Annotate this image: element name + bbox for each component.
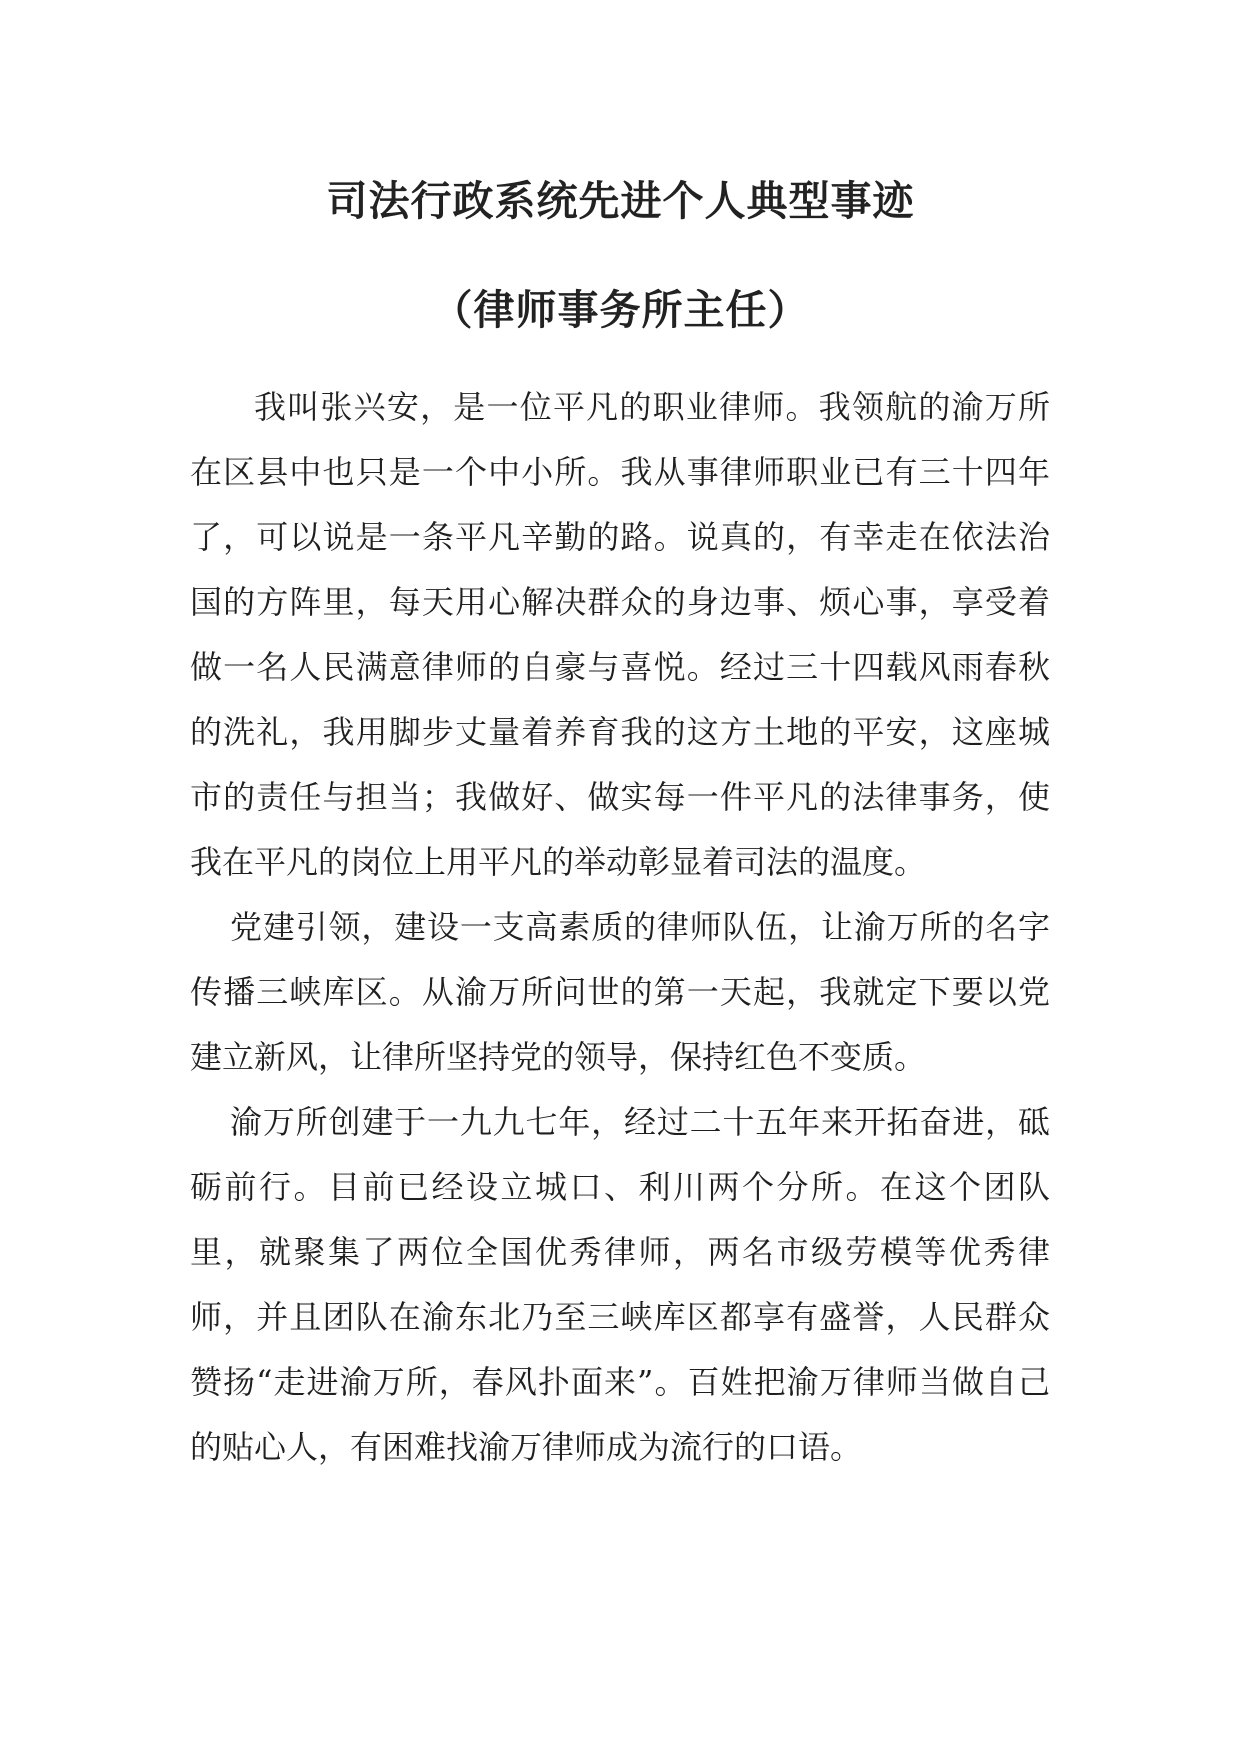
document-subtitle: （律师事务所主任） xyxy=(431,286,810,334)
paragraph-intro: 我叫张兴安，是一位平凡的职业律师。我领航的渝万所在区县中也只是一个中小所。我从事律师职业已有三十四年了，可以说是一条平凡辛勤的路。说真的，有幸走在依法治国的方阵里，每天用心解决群众的身边事、烦心事，享受着做一名人民满意律师的自豪与喜悦。经过三十四载风雨春秋的洗礼，我用脚步丈量着养育我的这方土地的平安，这座城市的责任与担当；我做好、做实每一件平凡的法律事务，使我在平凡的岗位上用平凡的举动彰显着司法的温度。 xyxy=(190,388,1050,881)
paragraph-firm-history: 渝万所创建于一九九七年，经过二十五年来开拓奋进，砥砺前行。目前已经设立城口、利川两个分所。在这个团队里，就聚集了两位全国优秀律师，两名市级劳模等优秀律师，并且团队在渝东北乃至三峡库区都享有盛誉，人民群众赞扬“走进渝万所，春风扑面来”。百姓把渝万律师当做自己的贴心人，有困难找渝万律师成为流行的口语。 xyxy=(190,1103,1050,1466)
document-title: 司法行政系统先进个人典型事迹 xyxy=(326,177,915,225)
paragraph-party-building: 党建引领，建设一支高素质的律师队伍，让渝万所的名字传播三峡库区。从渝万所问世的第一天起，我就定下要以党建立新风，让律所坚持党的领导，保持红色不变质。 xyxy=(190,908,1050,1076)
